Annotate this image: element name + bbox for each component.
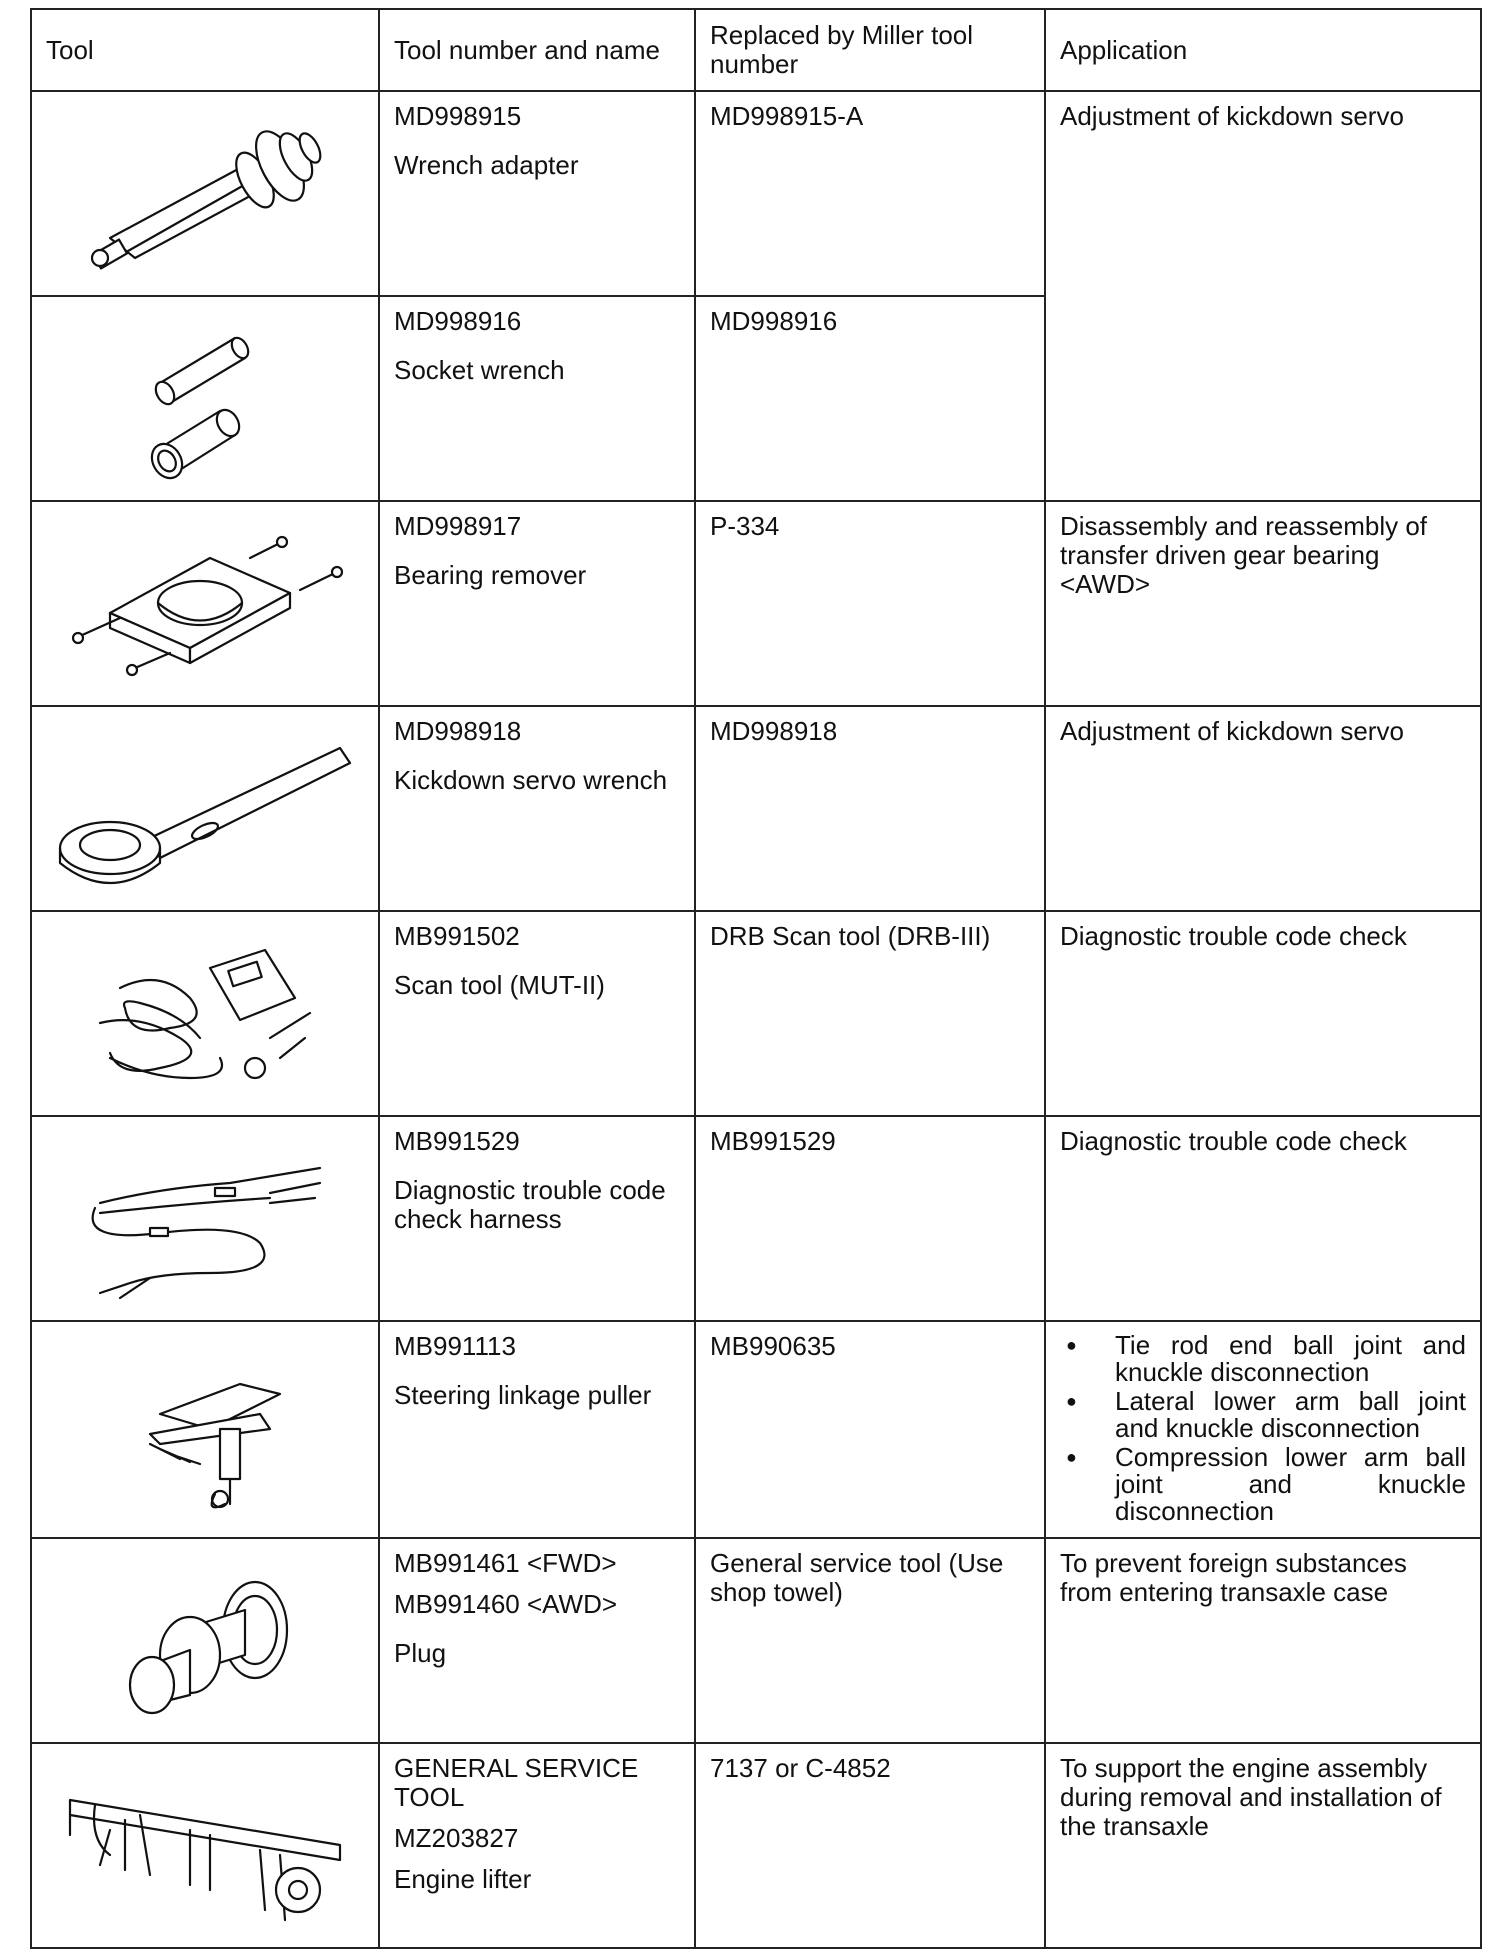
miller-number: MB990635 — [695, 1321, 1045, 1538]
header-miller: Replaced by Miller tool number — [695, 9, 1045, 91]
tool-image-cell — [31, 1321, 379, 1538]
header-row — [31, 9, 1481, 91]
table-row — [31, 1538, 1481, 1743]
application-cell: To prevent foreign substances from entering transaxle case — [1045, 1538, 1481, 1743]
tool-name: Plug — [394, 1638, 447, 1668]
table-row — [31, 1321, 1481, 1538]
header-number-name: Tool number and name — [379, 9, 695, 91]
header-application: Application — [1045, 9, 1481, 91]
tool-name: Socket wrench — [394, 355, 565, 385]
tool-name: Bearing remover — [394, 560, 587, 590]
tool-number-name-cell — [379, 911, 695, 1116]
tool-number-alt: MB991460 <AWD> — [394, 1589, 618, 1619]
wrench-adapter-icon — [40, 108, 370, 280]
tool-number-name-cell — [379, 706, 695, 911]
miller-number: MD998916 — [695, 296, 1045, 501]
miller-number: General service tool (Use shop towel) — [695, 1538, 1045, 1743]
tool-number-prefix: GENERAL SERVICE TOOL — [394, 1753, 639, 1812]
list-item: ● Lateral lower arm ball joint and knuckle disconnection — [1060, 1388, 1466, 1442]
header-tool: Tool — [31, 9, 379, 91]
table-row — [31, 501, 1481, 706]
tool-number-name-cell — [379, 1321, 695, 1538]
tool-image-cell — [31, 501, 379, 706]
tool-name: Kickdown servo wrench — [394, 765, 668, 795]
tool-number-name-cell — [379, 91, 695, 296]
application-cell: To support the engine assembly during removal and installation of the transaxle — [1045, 1743, 1481, 1948]
tool-image-cell — [31, 296, 379, 501]
scan-tool-icon — [40, 928, 370, 1100]
list-item: ● Tie rod end ball joint and knuckle disconnection — [1060, 1332, 1466, 1386]
tool-name: Steering linkage puller — [394, 1380, 652, 1410]
socket-wrench-icon — [40, 313, 370, 485]
bearing-remover-icon — [40, 518, 370, 690]
tool-image-cell — [31, 1538, 379, 1743]
application-cell — [1045, 1321, 1481, 1538]
tool-image-cell — [31, 706, 379, 911]
tool-name: Diagnostic trouble code check harness — [394, 1175, 666, 1234]
tool-number: MD998918 — [394, 716, 522, 746]
table-row — [31, 1116, 1481, 1321]
miller-number: MD998918 — [695, 706, 1045, 911]
tool-image-cell — [31, 1743, 379, 1948]
miller-number: DRB Scan tool (DRB-III) — [695, 911, 1045, 1116]
application-cell: Disassembly and reassembly of transfer driven gear bearing <AWD> — [1045, 501, 1481, 706]
tool-image-cell — [31, 91, 379, 296]
application-cell: Adjustment of kickdown servo — [1045, 706, 1481, 911]
tool-image-cell — [31, 911, 379, 1116]
tool-number-name-cell — [379, 296, 695, 501]
tool-number: MB991502 — [394, 921, 520, 951]
application-list — [1060, 1332, 1466, 1525]
tool-number-name-cell — [379, 1116, 695, 1321]
table-row — [31, 911, 1481, 1116]
table-row — [31, 91, 1481, 296]
engine-lifter-icon — [40, 1760, 370, 1932]
table-row — [31, 706, 1481, 911]
miller-number: MB991529 — [695, 1116, 1045, 1321]
tool-number: MZ203827 — [394, 1823, 519, 1853]
tool-number: MB991529 — [394, 1126, 520, 1156]
tool-name: Wrench adapter — [394, 150, 579, 180]
tool-number: MD998915 — [394, 101, 522, 131]
tool-name: Engine lifter — [394, 1864, 532, 1894]
tool-number-name-cell — [379, 501, 695, 706]
tool-number: MD998916 — [394, 306, 522, 336]
tool-name: Scan tool (MUT-II) — [394, 970, 605, 1000]
tool-number-name-cell — [379, 1743, 695, 1948]
application-cell: Diagnostic trouble code check — [1045, 1116, 1481, 1321]
list-item: ● Compression lower arm ball joint and knuckle disconnection — [1060, 1444, 1466, 1525]
kickdown-servo-wrench-icon — [40, 723, 370, 895]
table-row — [31, 1743, 1481, 1948]
tool-image-cell — [31, 1116, 379, 1321]
steering-linkage-puller-icon — [40, 1344, 370, 1516]
miller-number: P-334 — [695, 501, 1045, 706]
application-cell: Diagnostic trouble code check — [1045, 911, 1481, 1116]
miller-number: MD998915-A — [695, 91, 1045, 296]
application-cell: Adjustment of kickdown servo — [1045, 91, 1481, 501]
tool-number: MB991461 <FWD> — [394, 1548, 617, 1578]
miller-number: 7137 or C-4852 — [695, 1743, 1045, 1948]
tool-number-name-cell — [379, 1538, 695, 1743]
tool-number: MB991113 — [394, 1331, 516, 1361]
check-harness-icon — [40, 1133, 370, 1305]
special-tools-table — [30, 8, 1482, 1949]
plug-icon — [40, 1555, 370, 1727]
tool-number: MD998917 — [394, 511, 522, 541]
